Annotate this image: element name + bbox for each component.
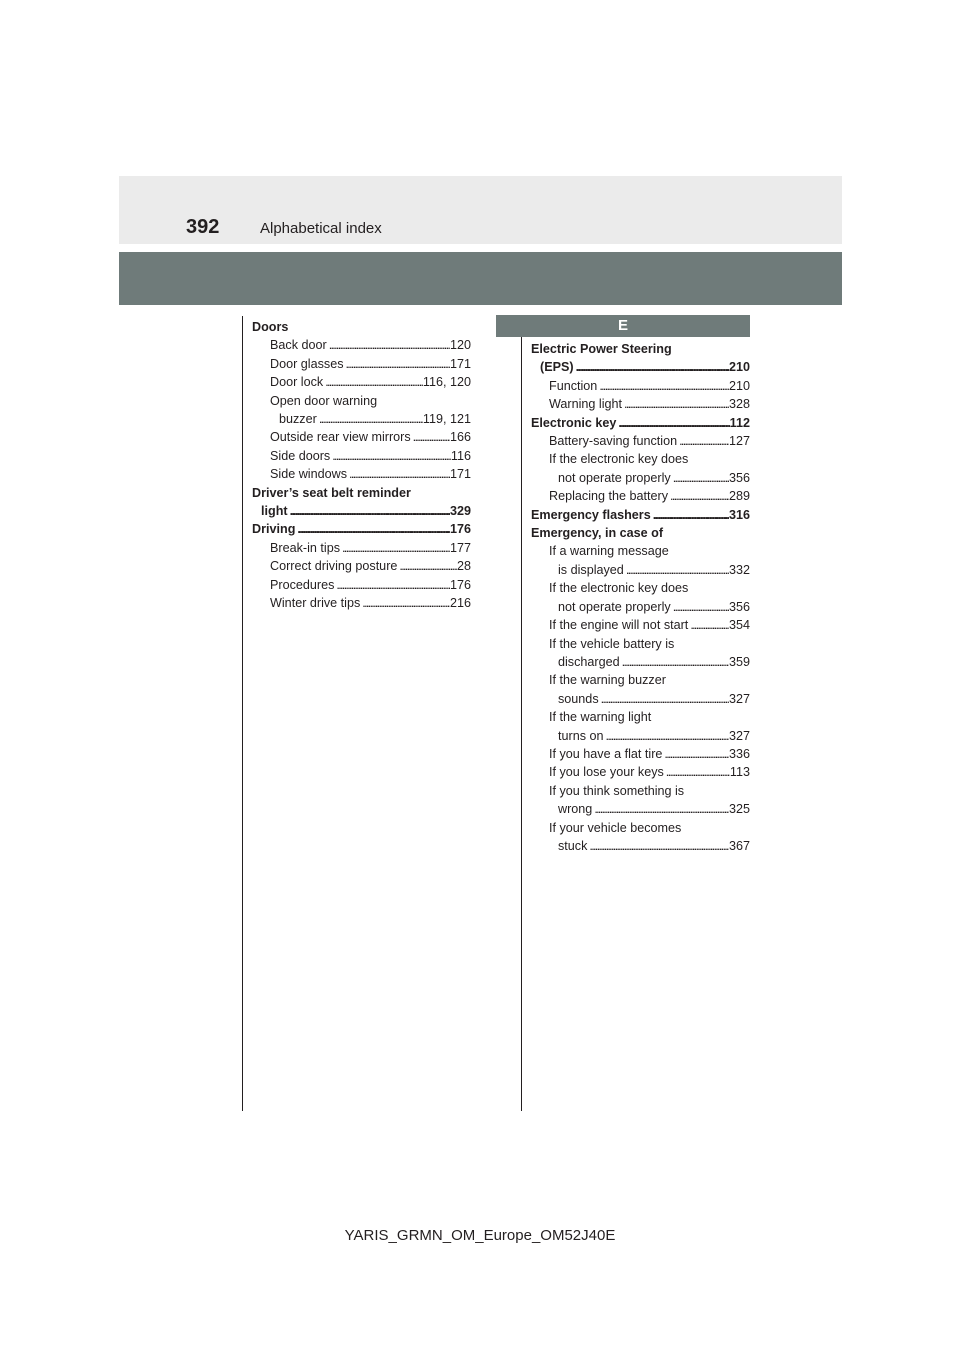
- index-entry-door-glasses[interactable]: Door glasses . . . 171: [252, 355, 471, 373]
- index-entry-eps-warning-light[interactable]: Warning light . . . 328: [531, 395, 750, 413]
- index-entry-break-in-tips[interactable]: Break-in tips . . . 177: [252, 539, 471, 557]
- index-entry-winter-drive-tips[interactable]: Winter drive tips . . . 216: [252, 594, 471, 612]
- index-entry-eps-function[interactable]: Function . . . 210: [531, 377, 750, 395]
- index-entry-open-door-warning-label: Open door warning: [270, 393, 378, 408]
- index-heading-eps[interactable]: (EPS) . . . 210: [531, 358, 750, 376]
- index-entry-flat-tire[interactable]: If you have a flat tire . . . 336: [531, 745, 750, 763]
- page-ref[interactable]: 329: [449, 504, 471, 519]
- index-entry-battery-discharged[interactable]: discharged . . . 359: [531, 653, 750, 671]
- index-heading-emergency-flashers[interactable]: Emergency flashers . . . 316: [531, 506, 750, 524]
- index-entry-key-does-not-operate[interactable]: not operate properly . . . 356: [531, 598, 750, 616]
- index-entry-light-turns-on-label: If the warning light: [549, 710, 652, 725]
- index-heading-doors: Doors: [252, 320, 289, 334]
- page-number: 392: [186, 216, 220, 238]
- index-heading-emergency: Emergency, in case of: [531, 526, 664, 541]
- index-entry-battery-discharged-label: If the vehicle battery is: [549, 636, 675, 651]
- page-ref[interactable]: 336: [728, 746, 750, 761]
- page-ref[interactable]: 327: [728, 691, 750, 706]
- page-ref[interactable]: 177: [449, 540, 471, 555]
- index-entry-outside-mirrors[interactable]: Outside rear view mirrors . . . 166: [252, 428, 471, 446]
- page-ref[interactable]: 116: [450, 448, 471, 463]
- index-entry-vehicle-stuck-label: If your vehicle becomes: [549, 820, 682, 835]
- index-entry-light-turns-on[interactable]: turns on . . . 327: [531, 727, 750, 745]
- index-entry-warning-message[interactable]: is displayed . . . 332: [531, 561, 750, 579]
- page-ref[interactable]: 119, 121: [422, 412, 471, 427]
- page-ref[interactable]: 356: [728, 470, 750, 485]
- page-ref[interactable]: 327: [728, 728, 750, 743]
- left-column-rule: [242, 316, 243, 1111]
- index-entry-back-door[interactable]: Back door . . . 120: [252, 336, 471, 354]
- index-entry-warning-message-label: If a warning message: [549, 544, 669, 559]
- page-ref[interactable]: 210: [728, 378, 750, 393]
- index-entry-key-not-operate[interactable]: not operate properly . . . 356: [531, 469, 750, 487]
- index-entry-seat-belt-reminder[interactable]: light . . . 329: [252, 502, 471, 520]
- index-entry-lose-keys[interactable]: If you lose your keys . . . 113: [531, 763, 750, 781]
- page-ref[interactable]: 216: [449, 596, 471, 611]
- page-ref[interactable]: 113: [729, 765, 750, 780]
- page-ref[interactable]: 356: [728, 599, 750, 614]
- page-ref[interactable]: 171: [449, 467, 471, 482]
- index-entry-battery-saving[interactable]: Battery-saving function . . . 127: [531, 432, 750, 450]
- index-entry-buzzer-sounds[interactable]: sounds . . . 327: [531, 690, 750, 708]
- index-entry-replacing-battery[interactable]: Replacing the battery . . . 289: [531, 487, 750, 505]
- page-ref[interactable]: 28: [456, 559, 471, 574]
- index-entry-engine-not-start[interactable]: If the engine will not start . . . 354: [531, 616, 750, 634]
- page-ref[interactable]: 316: [728, 507, 750, 522]
- index-heading-eps-label: Electric Power Steering: [531, 342, 672, 356]
- page-ref[interactable]: 289: [728, 489, 750, 504]
- page-ref[interactable]: 367: [728, 838, 750, 853]
- page-ref[interactable]: 116, 120: [422, 375, 471, 390]
- index-column-left: [252, 318, 471, 613]
- page-ref[interactable]: 171: [449, 356, 471, 371]
- index-heading-electronic-key[interactable]: Electronic key . . . 112: [531, 414, 750, 432]
- index-entry-driving-posture[interactable]: Correct driving posture . . . 28: [252, 557, 471, 575]
- page-ref[interactable]: 328: [728, 397, 750, 412]
- right-column-rule: [521, 337, 522, 1111]
- section-letter-tab: E: [496, 315, 750, 337]
- page-ref[interactable]: 127: [728, 434, 750, 449]
- index-entry-something-wrong[interactable]: wrong . . . 325: [531, 800, 750, 818]
- page-ref[interactable]: 120: [449, 338, 471, 353]
- index-column-right: [531, 340, 750, 855]
- index-heading-seat-belt-reminder: Driver’s seat belt reminder: [252, 485, 411, 500]
- page-ref[interactable]: 166: [449, 430, 471, 445]
- page-ref[interactable]: 325: [728, 802, 750, 817]
- index-entry-something-wrong-label: If you think something is: [549, 783, 685, 798]
- index-entry-door-lock[interactable]: Door lock . . . 116, 120: [252, 373, 471, 391]
- page-ref[interactable]: 176: [449, 577, 471, 592]
- page-ref[interactable]: 354: [728, 618, 750, 633]
- page-ref[interactable]: 332: [728, 562, 750, 577]
- header-band: [119, 176, 842, 244]
- index-entry-buzzer-sounds-label: If the warning buzzer: [549, 673, 666, 688]
- index-entry-procedures[interactable]: Procedures . . . 176: [252, 576, 471, 594]
- index-entry-key-not-operate-label: If the electronic key does: [549, 452, 689, 467]
- page-title: Alphabetical index: [260, 220, 382, 237]
- index-entry-vehicle-stuck[interactable]: stuck . . . 367: [531, 837, 750, 855]
- header-accent-bar: [119, 252, 842, 305]
- page-ref[interactable]: 210: [728, 360, 750, 375]
- page-ref[interactable]: 176: [449, 522, 471, 537]
- page-ref[interactable]: 359: [728, 654, 750, 669]
- document-code-footer: YARIS_GRMN_OM_Europe_OM52J40E: [344, 1227, 616, 1244]
- index-heading-driving[interactable]: Driving . . . 176: [252, 520, 471, 538]
- index-entry-side-windows[interactable]: Side windows . . . 171: [252, 465, 471, 483]
- index-entry-open-door-warning[interactable]: buzzer . . . 119, 121: [252, 410, 471, 428]
- index-entry-side-doors[interactable]: Side doors . . . 116: [252, 447, 471, 465]
- index-entry-key-does-not-operate-label: If the electronic key does: [549, 581, 689, 596]
- page-ref[interactable]: 112: [729, 415, 750, 430]
